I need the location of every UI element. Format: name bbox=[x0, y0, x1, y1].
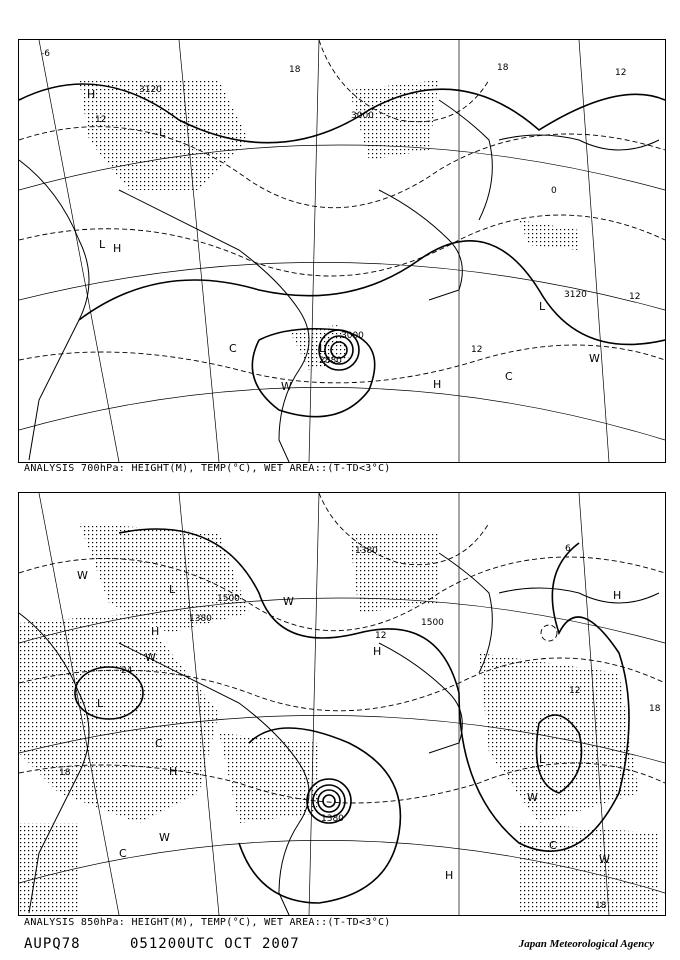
pressure-center: H bbox=[433, 378, 442, 391]
height-label: 3000 bbox=[341, 331, 364, 341]
temp-label: 12 bbox=[629, 292, 641, 302]
height-label: 3120 bbox=[139, 85, 162, 95]
height-label: 1380 bbox=[321, 814, 344, 824]
pressure-center: W bbox=[283, 595, 294, 608]
temp-label: -6 bbox=[41, 49, 50, 59]
pressure-center: L bbox=[99, 238, 106, 251]
pressure-center: H bbox=[151, 625, 160, 638]
temp-label: 18 bbox=[289, 65, 301, 75]
pressure-center: H bbox=[445, 869, 454, 882]
agency-name: Japan Meteorological Agency bbox=[518, 938, 654, 950]
pressure-center: W bbox=[145, 651, 156, 664]
pressure-center: C bbox=[155, 737, 163, 750]
wet-areas bbox=[79, 80, 579, 370]
height-label: 2880 bbox=[319, 356, 342, 366]
pressure-center: W bbox=[281, 380, 292, 393]
map-panel-700hpa bbox=[18, 39, 666, 463]
temp-label: 12 bbox=[471, 345, 483, 355]
map-700hpa-canvas bbox=[19, 40, 665, 462]
height-label: 1500 bbox=[217, 594, 240, 604]
height-label: 3120 bbox=[564, 290, 587, 300]
pressure-center: C bbox=[549, 839, 557, 852]
height-label: 1500 bbox=[421, 618, 444, 628]
map-850hpa-canvas bbox=[19, 493, 665, 915]
caption-700hpa: ANALYSIS 700hPa: HEIGHT(M), TEMP(°C), WET AREA::(T-TD<3°C) bbox=[24, 463, 391, 474]
temp-label: 12 bbox=[375, 631, 387, 641]
pressure-center: L bbox=[169, 583, 176, 596]
valid-time: 051200UTC OCT 2007 bbox=[130, 936, 300, 952]
pressure-center: H bbox=[169, 765, 178, 778]
pressure-center: H bbox=[113, 242, 122, 255]
temp-label: 0 bbox=[551, 186, 557, 196]
temp-label: 24 bbox=[121, 666, 133, 676]
pressure-center: L bbox=[539, 300, 546, 313]
temp-label: 18 bbox=[649, 704, 661, 714]
pressure-center: W bbox=[589, 352, 600, 365]
temp-label: 18 bbox=[595, 901, 607, 911]
pressure-center: W bbox=[159, 831, 170, 844]
height-label: 1380 bbox=[189, 614, 212, 624]
temp-label: 6 bbox=[565, 544, 571, 554]
pressure-center: C bbox=[505, 370, 513, 383]
pressure-center: W bbox=[77, 569, 88, 582]
temp-label: 18 bbox=[59, 768, 71, 778]
map-panel-850hpa bbox=[18, 492, 666, 916]
temp-label: 18 bbox=[497, 63, 509, 73]
pressure-center: H bbox=[373, 645, 382, 658]
pressure-center: L bbox=[159, 126, 166, 139]
pressure-center: L bbox=[319, 342, 326, 355]
temp-label: 12 bbox=[615, 68, 627, 78]
chart-code: AUPQ78 bbox=[24, 936, 81, 952]
pressure-center: L bbox=[539, 753, 546, 766]
height-label: 3000 bbox=[351, 111, 374, 121]
pressure-center: L bbox=[97, 697, 104, 710]
pressure-center: W bbox=[527, 791, 538, 804]
pressure-center: W bbox=[599, 853, 610, 866]
pressure-center: C bbox=[229, 342, 237, 355]
pressure-center: H bbox=[613, 589, 622, 602]
pressure-center: H bbox=[87, 88, 96, 101]
height-label: 1380 bbox=[355, 546, 378, 556]
temp-label: 12 bbox=[95, 115, 107, 125]
temp-label: 12 bbox=[569, 686, 581, 696]
pressure-center: C bbox=[119, 847, 127, 860]
caption-850hpa: ANALYSIS 850hPa: HEIGHT(M), TEMP(°C), WET AREA::(T-TD<3°C) bbox=[24, 917, 391, 928]
